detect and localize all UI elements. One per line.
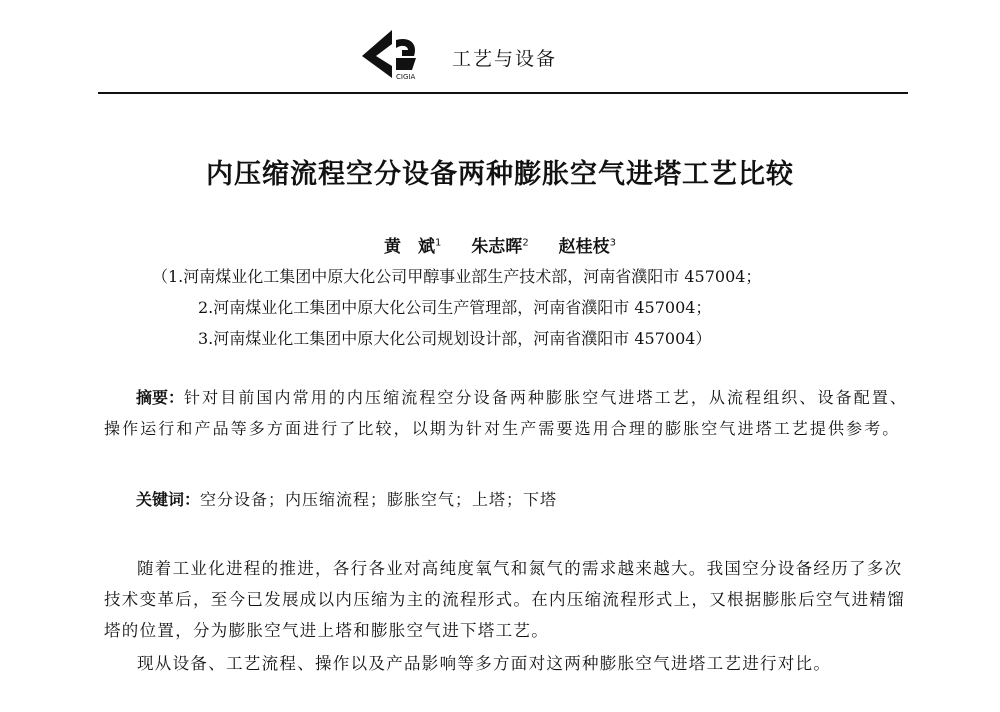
section-title: 工艺与设备 [452,48,558,70]
author: 朱志晖$^2$ [471,237,529,257]
header-rule [98,92,908,94]
page-header [0,0,1000,100]
body-paragraph: 现从设备、工艺流程、操作以及产品影响等多方面对这两种膨胀空气进塔工艺进行对比。 [137,654,832,673]
affiliation: 3.河南煤业化工集团中原大化公司规划设计部，河南省濮阳市 457004） [198,329,712,348]
keywords-text: 空分设备；内压缩流程；膨胀空气；上塔；下塔 [200,490,558,509]
author: 黄 斌$^1$ [384,237,442,257]
affiliation: （1.河南煤业化工集团中原大化公司甲醇事业部生产技术部，河南省濮阳市 457004； [152,267,762,286]
abstract-text: 针对目前国内常用的内压缩流程空分设备两种膨胀空气进塔工艺，从流程组织、设备配置、操作运行和产品等多方面进行了比较，以期为针对生产需要选用合理的膨胀空气进塔工艺提供参考。 [104,388,909,438]
author: 赵桂枝$^3$ [558,237,616,257]
keywords-label: 关键词： [136,490,201,509]
affiliation: 2.河南煤业化工集团中原大化公司生产管理部，河南省濮阳市 457004； [198,298,712,317]
abstract-label: 摘要： [136,388,185,407]
keywords [136,487,557,510]
journal-logo-icon [352,26,432,82]
abstract [104,382,910,444]
logo-text: CIGIA [396,73,416,81]
author-list [0,232,1000,257]
body-paragraph: 随着工业化进程的推进，各行各业对高纯度氧气和氮气的需求越来越大。我国空分设备经历了多次技术变革后，至今已发展成以内压缩为主的流程形式。在内压缩流程形式上，又根据膨胀后空气进精馏塔的位置，分为膨胀空气进上塔和膨胀空气进下塔工艺。 [104,559,905,640]
paper-title: 内压缩流程空分设备两种膨胀空气进塔工艺比较 [206,159,794,190]
